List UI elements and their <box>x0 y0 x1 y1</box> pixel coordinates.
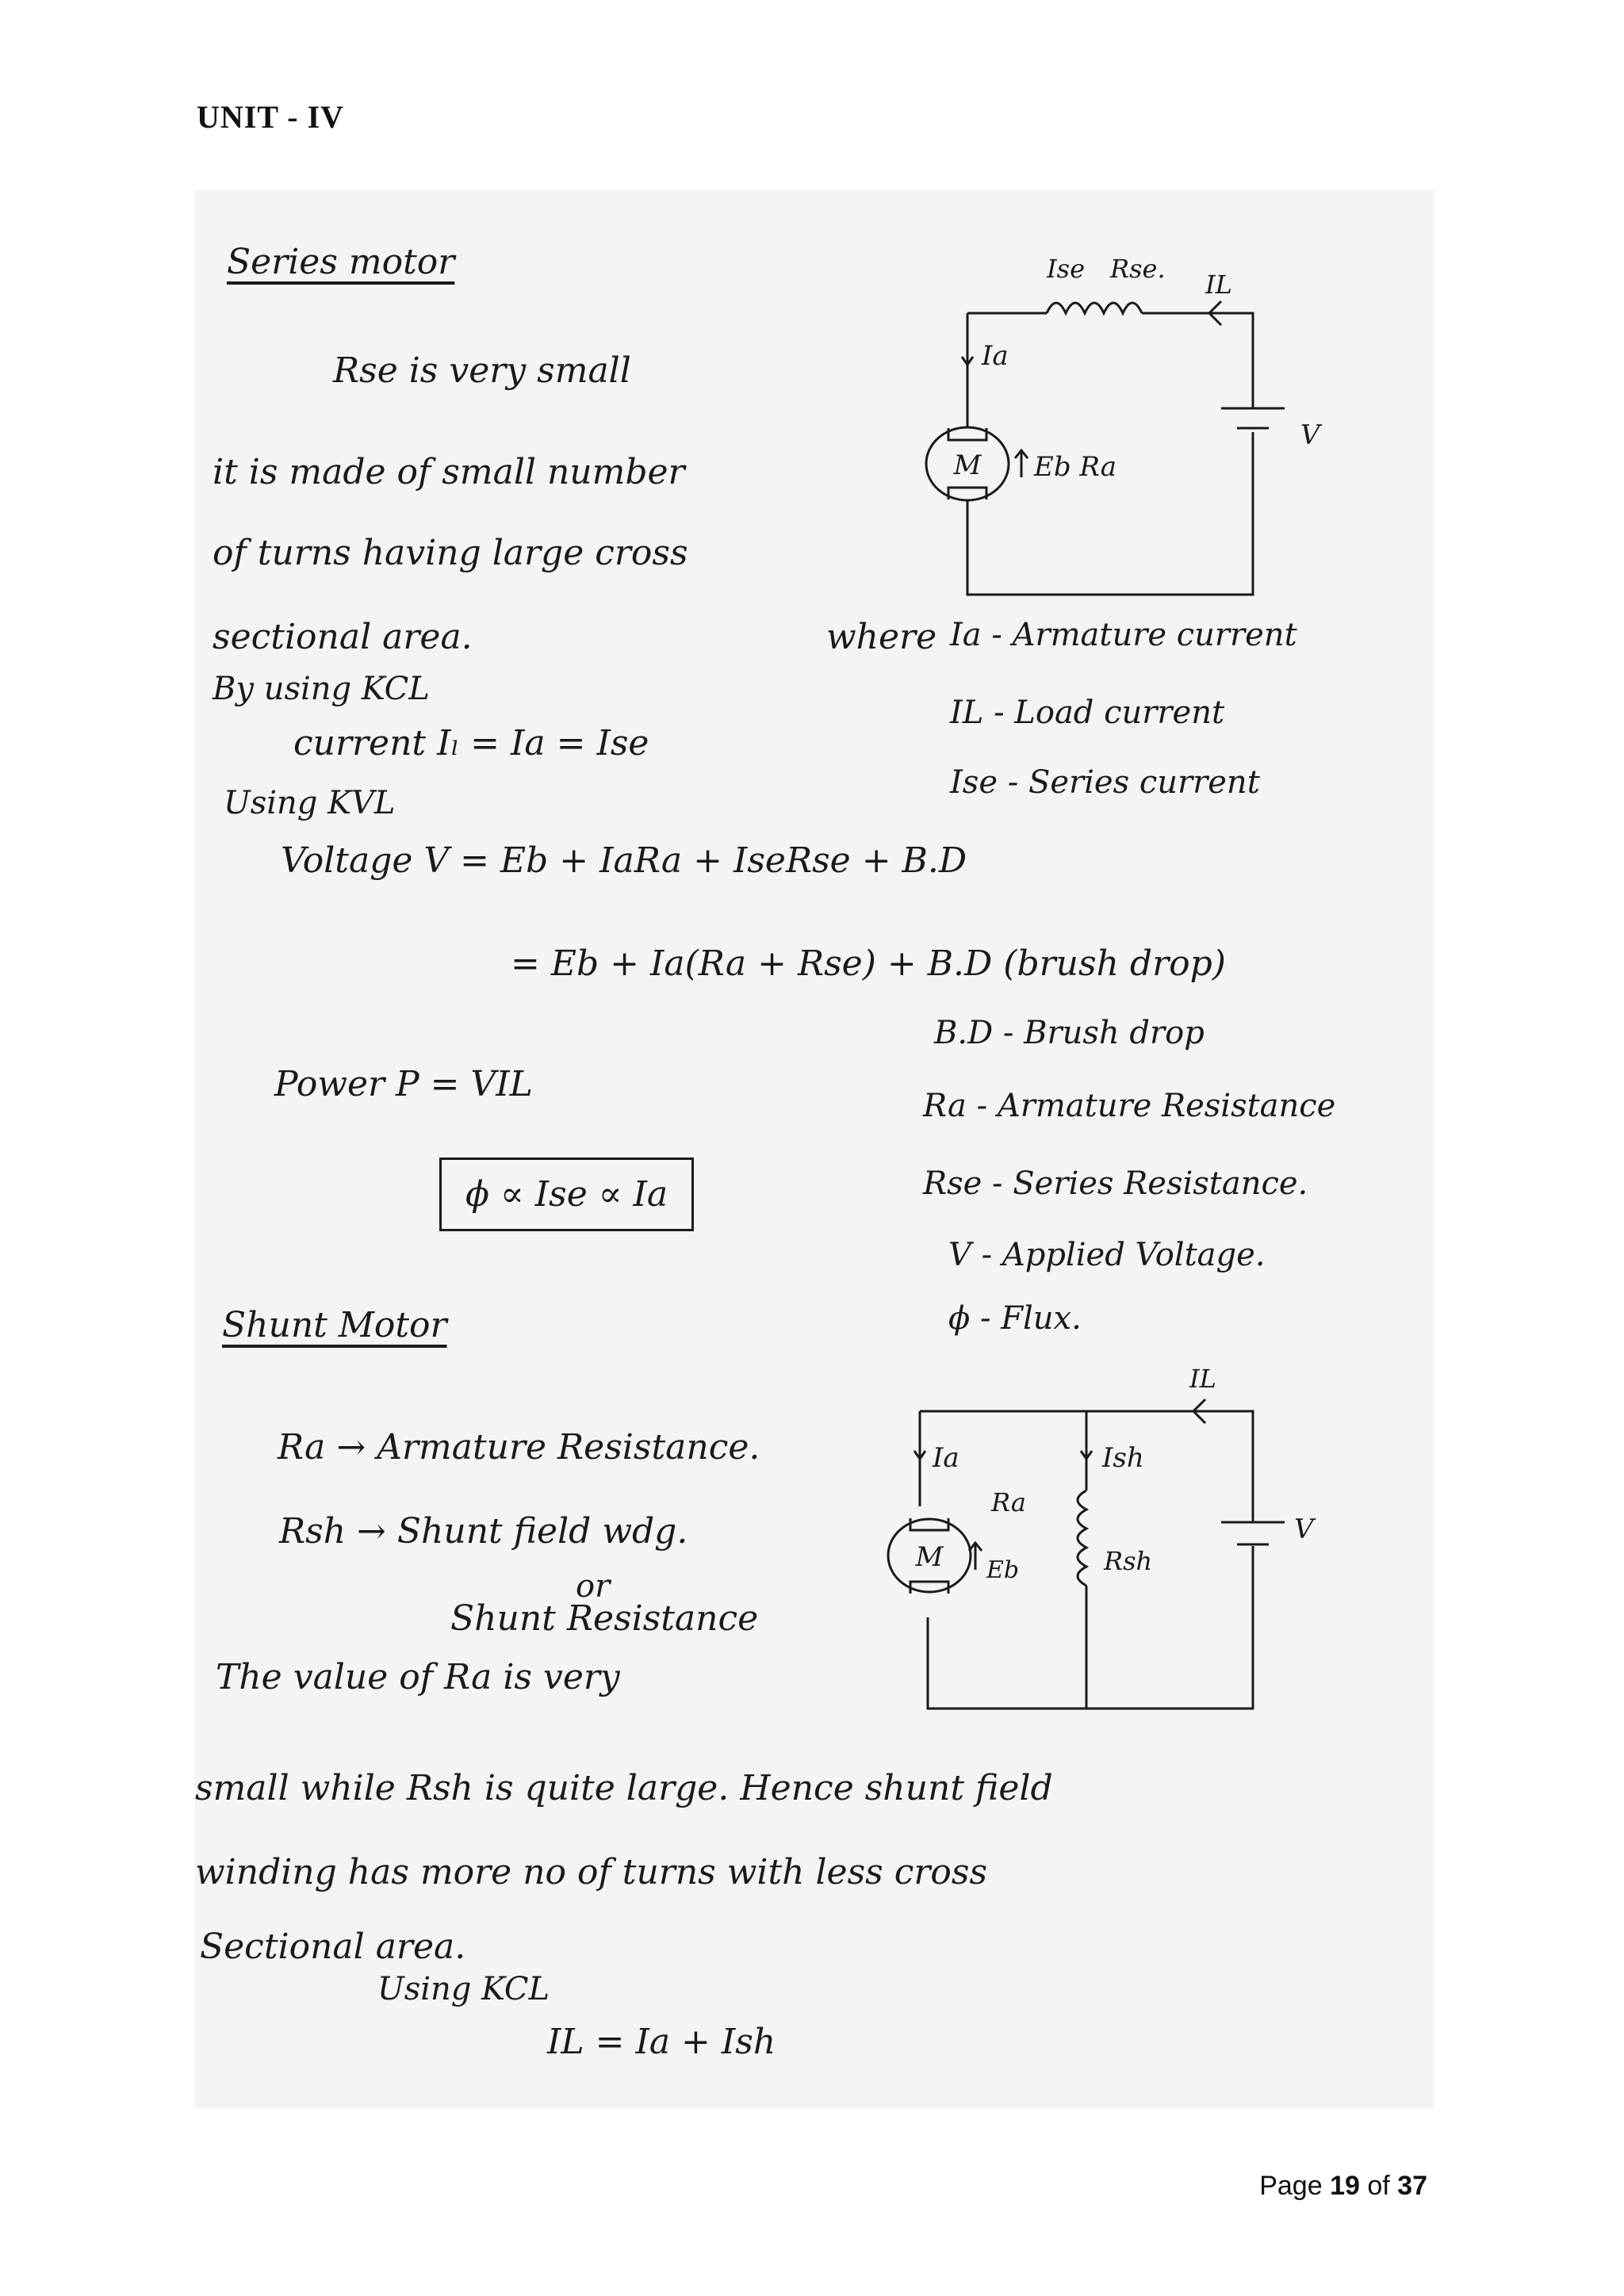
series-kvl-label: Using KVL <box>224 785 396 821</box>
shunt-kcl-label: Using KCL <box>377 1971 550 2007</box>
shunt-line-2-or: or <box>576 1568 611 1605</box>
shunt-rsh-label: Rsh <box>1104 1546 1153 1576</box>
shunt-line-4: The value of Ra is very <box>216 1657 620 1697</box>
shunt-ra-label: Ra <box>991 1487 1026 1517</box>
shunt-motor-circuit <box>856 1348 1332 1728</box>
definition-flux: ϕ - Flux. <box>948 1300 1082 1337</box>
shunt-line-7: Sectional area. <box>200 1927 466 1967</box>
series-line-4: sectional area. <box>213 617 473 657</box>
definition-armature-current: Ia - Armature current <box>950 617 1297 653</box>
footer-of: of <box>1367 2171 1390 2201</box>
series-ise-label: Ise <box>1047 254 1085 284</box>
definition-applied-voltage: V - Applied Voltage. <box>948 1237 1266 1273</box>
series-motor-label: M <box>953 450 982 481</box>
footer-prefix: Page <box>1259 2171 1323 2201</box>
shunt-line-5: small while Rsh is quite large. Hence shunt field <box>195 1768 1053 1808</box>
shunt-eb-label: Eb <box>986 1556 1020 1584</box>
series-motor-circuit <box>888 246 1332 618</box>
definition-series-current: Ise - Series current <box>950 764 1260 801</box>
shunt-ia-label: Ia <box>933 1442 959 1474</box>
definition-series-resistance: Rse - Series Resistance. <box>923 1165 1308 1202</box>
definition-brush-drop: B.D - Brush drop <box>934 1015 1205 1051</box>
footer-page-number: 19 <box>1330 2171 1360 2201</box>
shunt-kcl-equation: IL = Ia + Ish <box>547 2022 776 2062</box>
page-footer <box>1259 2171 1427 2202</box>
series-rse-label: Rse. <box>1110 254 1166 284</box>
definition-armature-resistance: Ra - Armature Resistance <box>923 1088 1336 1124</box>
shunt-line-6: winding has more no of turns with less cross <box>195 1852 988 1892</box>
shunt-line-2: Rsh → Shunt field wdg. <box>279 1511 688 1552</box>
series-v-label: V <box>1300 419 1320 451</box>
series-eb-ra-label: Eb Ra <box>1034 451 1117 483</box>
series-line-2: it is made of small number <box>213 452 685 492</box>
shunt-motor-heading: Shunt Motor <box>222 1305 447 1345</box>
where-label: where <box>826 617 937 657</box>
series-il-label: IL <box>1205 270 1232 300</box>
shunt-il-label: IL <box>1189 1364 1216 1394</box>
series-kcl-label: By using KCL <box>213 671 430 707</box>
flux-proportionality-box: ϕ ∝ Ise ∝ Ia <box>439 1158 694 1231</box>
shunt-v-label: V <box>1294 1513 1314 1545</box>
series-kvl-equation-2: = Eb + Ia(Ra + Rse) + B.D (brush drop) <box>511 943 1226 984</box>
shunt-line-3: Shunt Resistance <box>450 1598 759 1639</box>
series-line-3: of turns having large cross <box>213 533 688 573</box>
series-line-1: Rse is very small <box>333 350 631 391</box>
series-power-equation: Power P = VIL <box>274 1064 533 1104</box>
shunt-ish-label: Ish <box>1102 1442 1144 1474</box>
footer-total-pages: 37 <box>1397 2171 1427 2201</box>
shunt-line-1: Ra → Armature Resistance. <box>278 1427 760 1468</box>
definition-load-current: IL - Load current <box>950 695 1225 731</box>
series-kcl-equation: current Iₗ = Ia = Ise <box>293 723 649 763</box>
series-motor-heading: Series motor <box>227 242 455 282</box>
shunt-motor-label: M <box>915 1541 944 1573</box>
series-kvl-equation-1: Voltage V = Eb + IaRa + IseRse + B.D <box>281 840 967 881</box>
series-ia-label: Ia <box>982 340 1009 372</box>
unit-title: UNIT - IV <box>197 99 345 135</box>
